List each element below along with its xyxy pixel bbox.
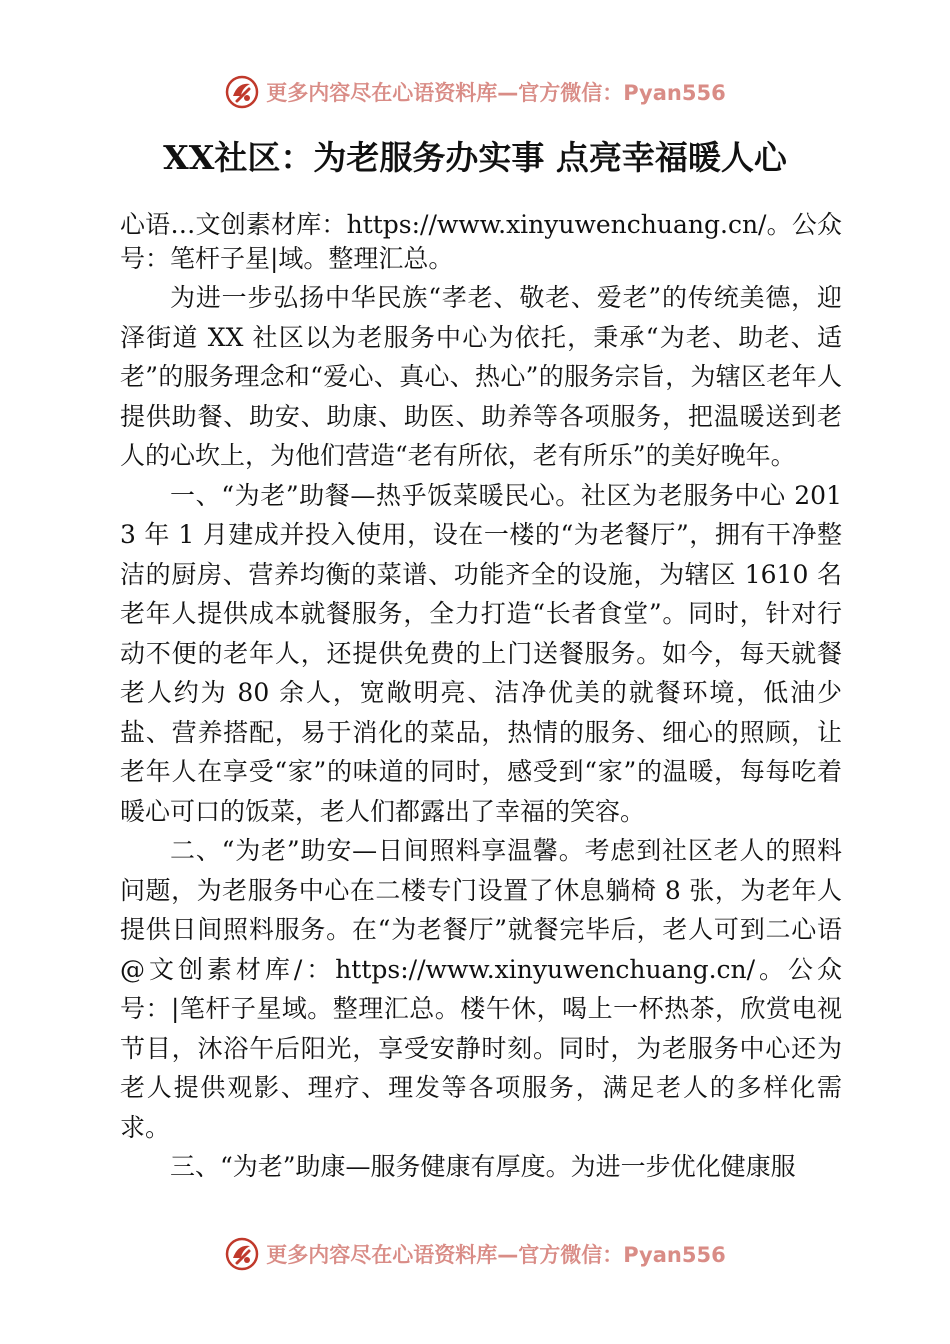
document-body <box>120 208 842 1187</box>
header-banner <box>0 70 950 114</box>
header-banner-text: 更多内容尽在心语资料库—官方微信：Pyan556 <box>266 81 726 105</box>
page-title: XX社区：为老服务办实事 点亮幸福暖人心 <box>163 138 787 177</box>
paragraph-intro: 为进一步弘扬中华民族“孝老、敬老、爱老”的传统美德，迎泽街道 XX 社区以为老服务中心为依托，秉承“为老、助老、适老”的服务理念和“爱心、真心、热心”的服务宗旨，为辖区老年人提供助餐、助安、助康、助医、助养等各项服务，把温暖送到老人的心坎上，为他们营造“老有所依，老有所乐”的美好晚年。 <box>120 283 842 470</box>
source-note: 心语…文创素材库：https://www.xinyuwenchuang.cn/。公众号：笔杆子星|域。整理汇总。 <box>120 210 842 273</box>
paragraph-section-2: 二、“为老”助安—日间照料享温馨。考虑到社区老人的照料问题，为老服务中心在二楼专门设置了休息躺椅 8 张，为老年人提供日间照料服务。在“为老餐厅”就餐完毕后，老人可到二心语@文创素材库/：https://www.xinyuwenchuang.cn/。公众号：|笔杆子星域。整理汇总。楼午休，喝上一杯热茶，欣赏电视节目，沐浴午后阳光，享受安静时刻。同时，为老服务中心还为老人提供观影、理疗、理发等各项服务，满足老人的多样化需求。 <box>120 836 842 1142</box>
brand-logo-icon <box>224 1236 260 1272</box>
paragraph-section-3: 三、“为老”助康—服务健康有厚度。为进一步优化健康服 <box>170 1152 796 1181</box>
footer-banner-text: 更多内容尽在心语资料库—官方微信：Pyan556 <box>266 1243 726 1267</box>
brand-logo-icon <box>224 74 260 110</box>
paragraph-section-1: 一、“为老”助餐—热乎饭菜暖民心。社区为老服务中心 2013 年 1 月建成并投入使用，设在一楼的“为老餐厅”，拥有干净整洁的厨房、营养均衡的菜谱、功能齐全的设施，为辖区 1610 名老年人提供成本就餐服务，全力打造“长者食堂”。同时，针对行动不便的老年人，还提供免费的上门送餐服务。如今，每天就餐老人约为 80 余人，宽敞明亮、洁净优美的就餐环境，低油少盐、营养搭配，易于消化的菜品，热情的服务、细心的照顾，让老年人在享受“家”的味道的同时，感受到“家”的温暖，每每吃着暖心可口的饭菜，老人们都露出了幸福的笑容。 <box>120 480 842 826</box>
footer-banner <box>0 1232 950 1276</box>
